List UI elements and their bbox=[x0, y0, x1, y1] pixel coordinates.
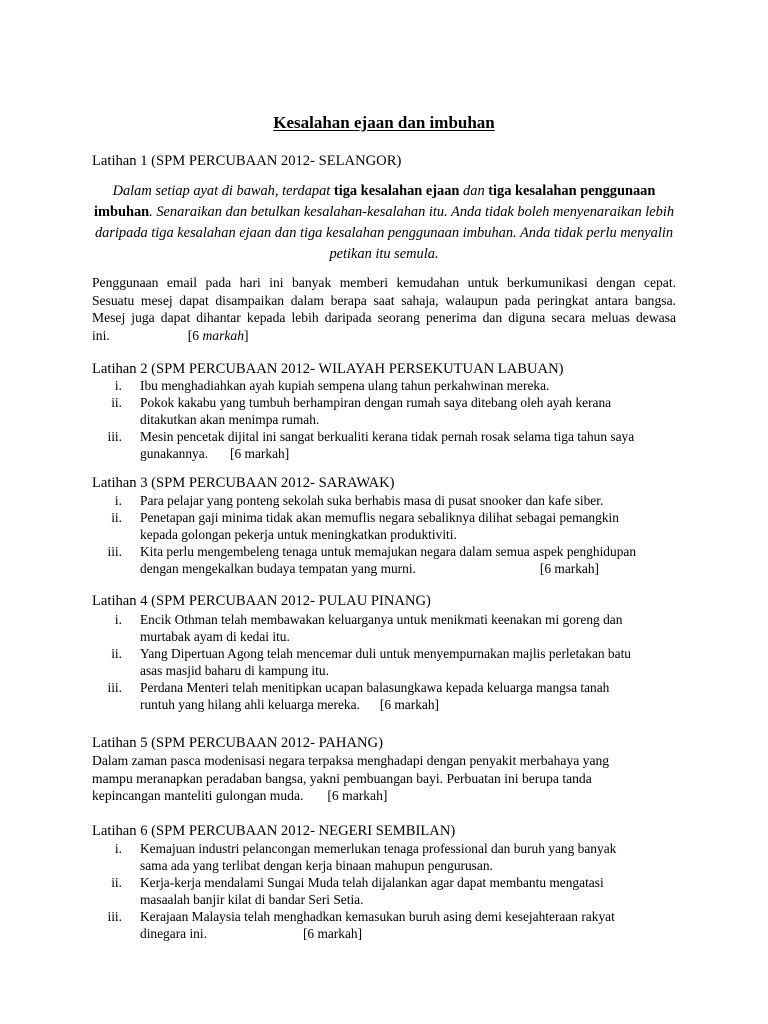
paragraph-last-line bbox=[92, 327, 676, 345]
item-line: sama ada yang terlibat dengan kerja binaan mahupun pengurusan. bbox=[140, 858, 493, 873]
item-number: i. bbox=[114, 493, 122, 508]
exercise-6-list bbox=[92, 840, 676, 942]
list-item bbox=[92, 908, 676, 942]
item-line: murtabak ayam di kedai itu. bbox=[140, 629, 290, 644]
exercise-6-heading: Latihan 6 (SPM PERCUBAAN 2012- NEGERI SEMBILAN) bbox=[92, 823, 456, 839]
instruction-text bbox=[92, 181, 676, 265]
item-line: ditakutkan akan menimpa rumah. bbox=[140, 412, 320, 427]
list-item bbox=[92, 377, 676, 394]
item-number: iii. bbox=[107, 429, 122, 444]
item-line: Pokok kakabu yang tumbuh berhampiran dengan rumah saya ditebang oleh ayah kerana bbox=[140, 395, 612, 410]
list-item bbox=[92, 679, 676, 713]
item-line: dengan mengekalkan budaya tempatan yang murni. bbox=[140, 561, 416, 576]
list-item bbox=[92, 611, 676, 645]
mark-label: [6 markah] bbox=[230, 446, 290, 461]
exercise-4-heading: Latihan 4 (SPM PERCUBAAN 2012- PULAU PINANG) bbox=[92, 593, 431, 609]
item-number: i. bbox=[114, 378, 122, 393]
item-line: Mesin pencetak dijital ini sangat berkualiti kerana tidak pernah rosak selama tiga tahun saya bbox=[140, 429, 635, 444]
item-number: iii. bbox=[107, 544, 122, 559]
exercise-5-paragraph bbox=[92, 752, 676, 805]
item-line-with-mark bbox=[140, 925, 676, 942]
paragraph-line: Sesuatu mesej dapat disampaikan dalam berapa saat sahaja, walaupun pada peringkat antara bangsa. bbox=[92, 292, 676, 308]
item-number: ii. bbox=[111, 646, 122, 661]
instruction-part-3: . Senaraikan dan betulkan kesalahan-kesalahan itu. Anda tidak boleh menyenaraikan lebih daripada tiga kesalahan ejaan dan tiga kesalahan penggunaan imbuhan. Anda tidak perlu menyalin petikan itu semula. bbox=[94, 204, 675, 262]
list-item bbox=[92, 840, 676, 874]
item-line: Encik Othman telah membawakan keluarganya untuk menikmati keenakan mi goreng dan bbox=[140, 612, 623, 627]
item-number: iii. bbox=[107, 680, 122, 695]
paragraph-line: mampu meranapkan peradaban bangsa, yakni pembuangan bayi. Perbuatan ini berupa tanda bbox=[92, 770, 592, 786]
mark-em: markah bbox=[202, 327, 245, 343]
instruction-part-1: Dalam setiap ayat di bawah, terdapat bbox=[112, 183, 334, 199]
item-line: runtuh yang hilang ahli keluarga mereka. bbox=[140, 697, 360, 712]
mark-label: [6 markah] bbox=[539, 561, 600, 576]
instruction-bold-2: tiga kesalahan penggunaan imbuhan bbox=[93, 183, 656, 220]
list-item bbox=[92, 645, 676, 679]
item-number: iii. bbox=[107, 909, 122, 924]
item-number: ii. bbox=[111, 510, 122, 525]
item-line: Kerja-kerja mendalami Sungai Muda telah dijalankan agar dapat membantu mengatasi bbox=[140, 875, 604, 890]
item-line: Ibu menghadiahkan ayah kupiah sempena ulang tahun perkahwinan mereka. bbox=[140, 378, 550, 393]
item-line-with-mark bbox=[140, 445, 676, 462]
item-line: Kemajuan industri pelancongan memerlukan tenaga professional dan buruh yang banyak bbox=[140, 841, 617, 856]
instruction-bold-1: tiga kesalahan ejaan bbox=[333, 183, 460, 199]
item-line: gunakannya. bbox=[140, 446, 209, 461]
mark-label: [6 markah] bbox=[327, 788, 388, 803]
exercise-1-paragraph bbox=[92, 274, 676, 344]
mark-post: ] bbox=[244, 327, 249, 343]
list-item bbox=[92, 543, 676, 577]
item-line: masaalah banjir kilat di bandar Seri Setia. bbox=[140, 892, 364, 907]
item-number: ii. bbox=[111, 395, 122, 410]
mark-label: [6 markah] bbox=[379, 697, 440, 712]
mark-label bbox=[188, 328, 249, 343]
list-item bbox=[92, 394, 676, 428]
item-number: i. bbox=[114, 841, 122, 856]
item-line: asas masjid baharu di kampung itu. bbox=[140, 663, 329, 678]
instruction-part-2: dan bbox=[459, 183, 489, 199]
list-item bbox=[92, 492, 676, 509]
mark-label: [6 markah] bbox=[302, 926, 363, 941]
item-line: dinegara ini. bbox=[140, 926, 207, 941]
exercise-2-list bbox=[92, 377, 676, 462]
exercise-1-heading: Latihan 1 (SPM PERCUBAAN 2012- SELANGOR) bbox=[92, 153, 402, 169]
item-line-with-mark bbox=[140, 560, 676, 577]
item-line: Kerajaan Malaysia telah menghadkan kemasukan buruh asing demi kesejahteraan rakyat bbox=[140, 909, 615, 924]
paragraph-line: ini. bbox=[92, 327, 110, 343]
item-line: Perdana Menteri telah menitipkan ucapan balasungkawa kepada keluarga mangsa tanah bbox=[140, 680, 610, 695]
paragraph-line: kepincangan manteliti gulongan muda. bbox=[92, 788, 304, 803]
list-item bbox=[92, 874, 676, 908]
paragraph-last-line bbox=[92, 787, 676, 805]
item-line-with-mark bbox=[140, 696, 676, 713]
item-number: i. bbox=[114, 612, 122, 627]
exercise-3-heading: Latihan 3 (SPM PERCUBAAN 2012- SARAWAK) bbox=[92, 475, 395, 491]
exercise-4-list bbox=[92, 611, 676, 713]
exercise-2-heading: Latihan 2 (SPM PERCUBAAN 2012- WILAYAH PERSEKUTUAN LABUAN) bbox=[92, 361, 564, 377]
item-line: Penetapan gaji minima tidak akan memuflis negara sebaliknya dilihat sebagai pemangkin bbox=[140, 510, 619, 525]
exercise-3-list bbox=[92, 492, 676, 577]
paragraph-line: Penggunaan email pada hari ini banyak memberi kemudahan untuk berkumunikasi dengan cepat. bbox=[92, 275, 676, 290]
exercise-5-heading: Latihan 5 (SPM PERCUBAAN 2012- PAHANG) bbox=[92, 735, 383, 751]
item-number: ii. bbox=[111, 875, 122, 890]
paragraph-line: Mesej juga dapat dihantar kepada lebih daripada seorang penerima dan diguna secara meluas dewasa bbox=[92, 310, 676, 325]
mark-pre: [6 bbox=[187, 327, 203, 343]
paragraph-line: Dalam zaman pasca modenisasi negara terpaksa menghadapi dengan penyakit merbahaya yang bbox=[92, 753, 610, 768]
item-line: Yang Dipertuan Agong telah mencemar duli untuk menyempurnakan majlis perletakan batu bbox=[140, 646, 631, 661]
list-item bbox=[92, 509, 676, 543]
item-line: Kita perlu mengembeleng tenaga untuk memajukan negara dalam semua aspek penghidupan bbox=[140, 544, 637, 559]
document-title: Kesalahan ejaan dan imbuhan bbox=[273, 113, 495, 132]
list-item bbox=[92, 428, 676, 462]
item-line: Para pelajar yang ponteng sekolah suka berhabis masa di pusat snooker dan kafe siber. bbox=[140, 493, 604, 508]
item-line: kepada golongan pekerja untuk meningkatkan produktiviti. bbox=[140, 527, 457, 542]
